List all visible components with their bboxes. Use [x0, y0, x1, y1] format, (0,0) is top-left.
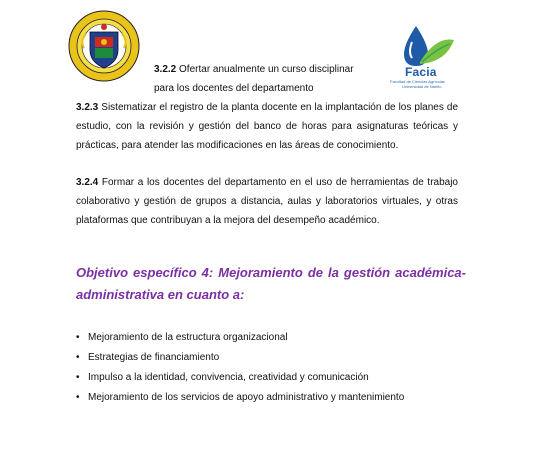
- list-item: • Impulso a la identidad, convivencia, creatividad y comunicación: [76, 368, 496, 388]
- item-3-2-2: [154, 60, 384, 79]
- item-number: 3.2.4: [76, 177, 99, 188]
- item-number: 3.2.2: [154, 64, 177, 75]
- bullet-icon: •: [76, 392, 80, 403]
- item-3-2-2-continuation: para los docentes del departamento: [154, 83, 314, 94]
- item-3-2-3: [76, 98, 458, 155]
- item-text: Sistematizar el registro de la planta docente en la implantación de los planes de estudio, con la revisión y gestión del banco de horas para asignaturas teóricas y prácticas, para atender las modificaciones en las áreas de conocimiento.: [76, 102, 459, 151]
- bullet-icon: •: [76, 372, 80, 383]
- item-text: Formar a los docentes del departamento en el uso de herramientas de trabajo colaborativo y gestión de grupos a distancia, aulas y laboratorios virtuales, y otras plataformas que contribuyan a la mejora del desempeño académico.: [76, 177, 458, 226]
- facia-logo-subtitle: Facultad de Ciencias Agrícolas: [390, 79, 445, 84]
- item-text-line1: Ofertar anualmente un curso disciplinar: [179, 64, 354, 75]
- facia-logo-word: Facia: [405, 65, 437, 79]
- list-item: • Estrategias de financiamiento: [76, 348, 496, 368]
- list-item: • Mejoramiento de los servicios de apoyo administrativo y mantenimiento: [76, 388, 496, 408]
- item-number: 3.2.3: [76, 102, 99, 113]
- objective-heading: Objetivo específico 4: Mejoramiento de la gestión académica-administrativa en cuanto a:: [76, 265, 466, 302]
- item-3-2-4: [76, 173, 458, 230]
- list-item: • Mejoramiento de la estructura organizacional: [76, 328, 496, 348]
- objective-bullet-list: [76, 328, 496, 408]
- university-seal-icon: [68, 10, 140, 82]
- bullet-icon: •: [76, 332, 80, 343]
- facia-logo-subtitle-university: Universidad de Nariño: [402, 84, 442, 89]
- bullet-icon: •: [76, 352, 80, 363]
